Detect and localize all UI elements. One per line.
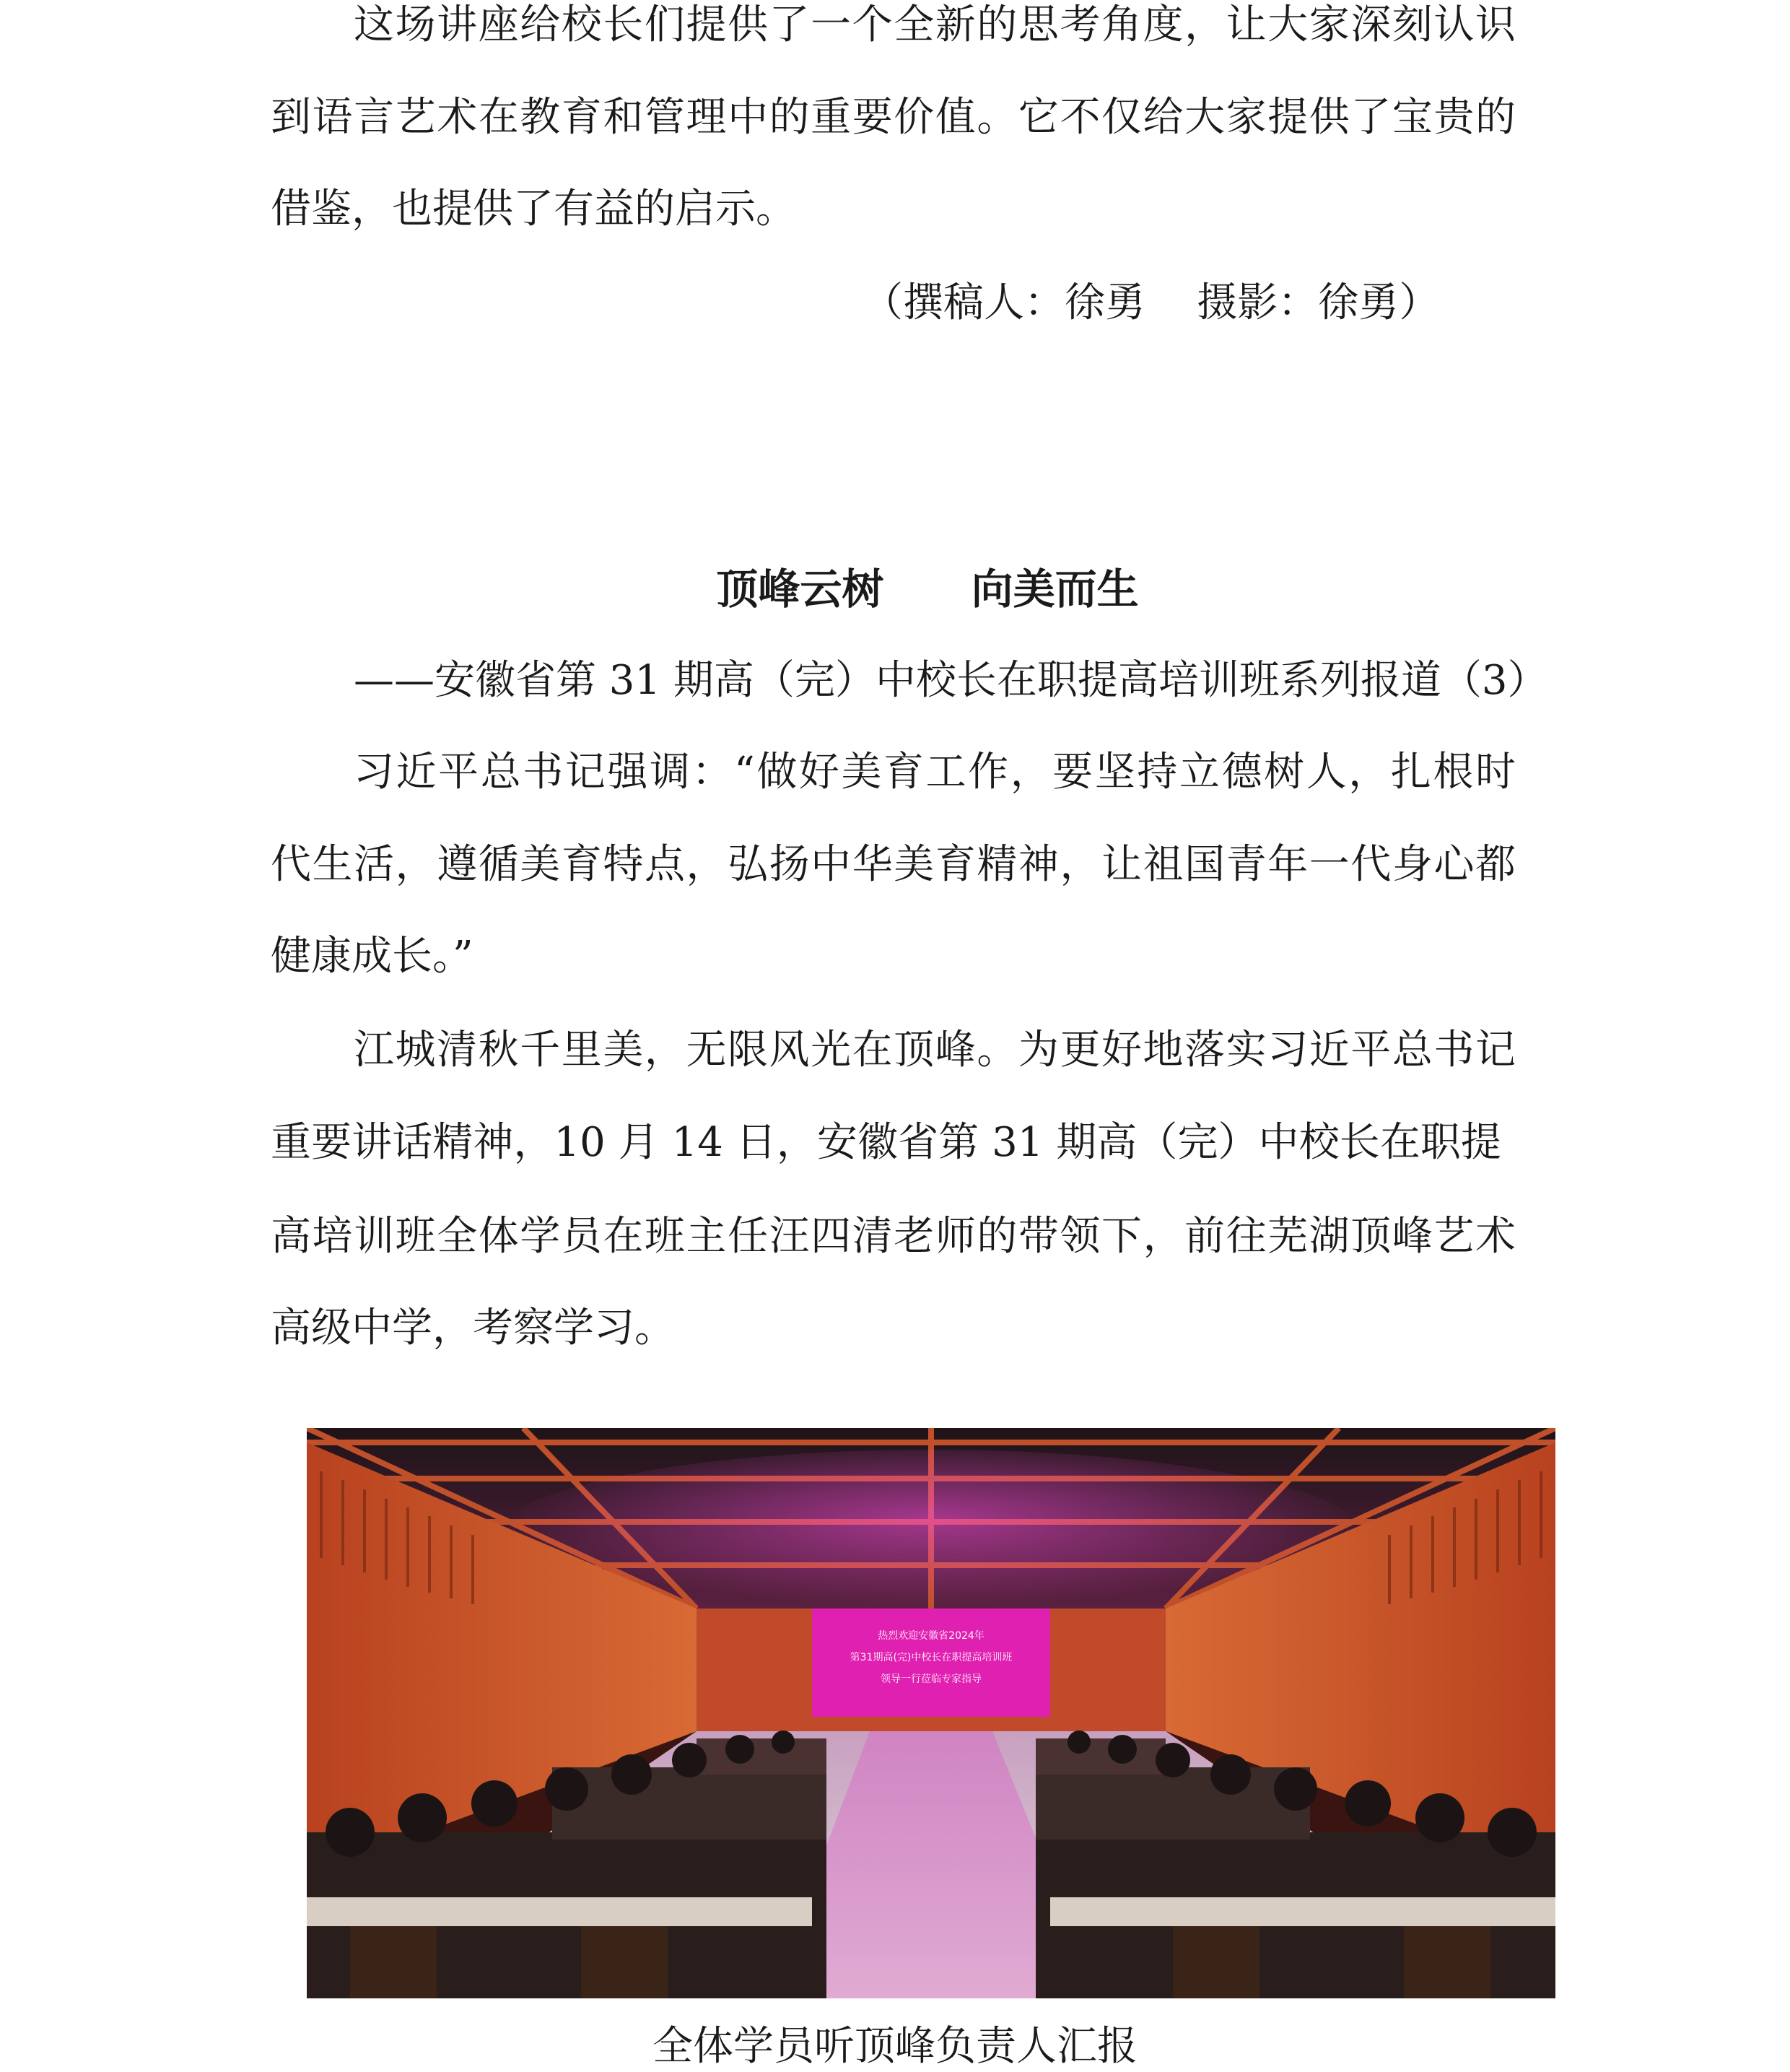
body-line-2: 重要讲话精神，10 月 14 日，安徽省第 31 期高（完）中校长在职提 (271, 1119, 1501, 1166)
screen-line-1: 热烈欢迎安徽省2024年 (878, 1630, 984, 1642)
article-title (0, 563, 1790, 615)
body-line-4: 高级中学，考察学习。 (271, 1305, 675, 1351)
article-subtitle: ——安徽省第 31 期高（完）中校长在职提高培训班系列报道（3） (354, 657, 1548, 704)
quote-line-1: 习近平总书记强调：“做好美育工作，要坚持立德树人，扎根时 (354, 749, 1516, 796)
photo-illustration (307, 1428, 1555, 1998)
photo-caption: 全体学员听顶峰负责人汇报 (652, 2023, 1138, 2070)
author-credit: （撰稿人：徐勇 摄影：徐勇） (863, 279, 1440, 326)
screen-line-2: 第31期高(完)中校长在职提高培训班 (850, 1652, 1013, 1663)
lecture-hall-photo (307, 1428, 1555, 1998)
article1-line-3: 借鉴，也提供了有益的启示。 (271, 186, 796, 232)
quote-line-3: 健康成长。” (271, 933, 473, 980)
article-title-text: 顶峰云树 向美而生 (716, 565, 1139, 614)
article1-line-1: 这场讲座给校长们提供了一个全新的思考角度，让大家深刻认识 (354, 1, 1516, 48)
article1-line-2: 到语言艺术在教育和管理中的重要价值。它不仅给大家提供了宝贵的 (271, 94, 1516, 141)
body-line-3: 高培训班全体学员在班主任汪四清老师的带领下，前往芜湖顶峰艺术 (271, 1213, 1516, 1260)
quote-line-2: 代生活，遵循美育特点，弘扬中华美育精神，让祖国青年一代身心都 (271, 841, 1516, 888)
body-line-1: 江城清秋千里美，无限风光在顶峰。为更好地落实习近平总书记 (354, 1027, 1516, 1074)
screen-line-3: 领导一行莅临专家指导 (881, 1673, 982, 1685)
